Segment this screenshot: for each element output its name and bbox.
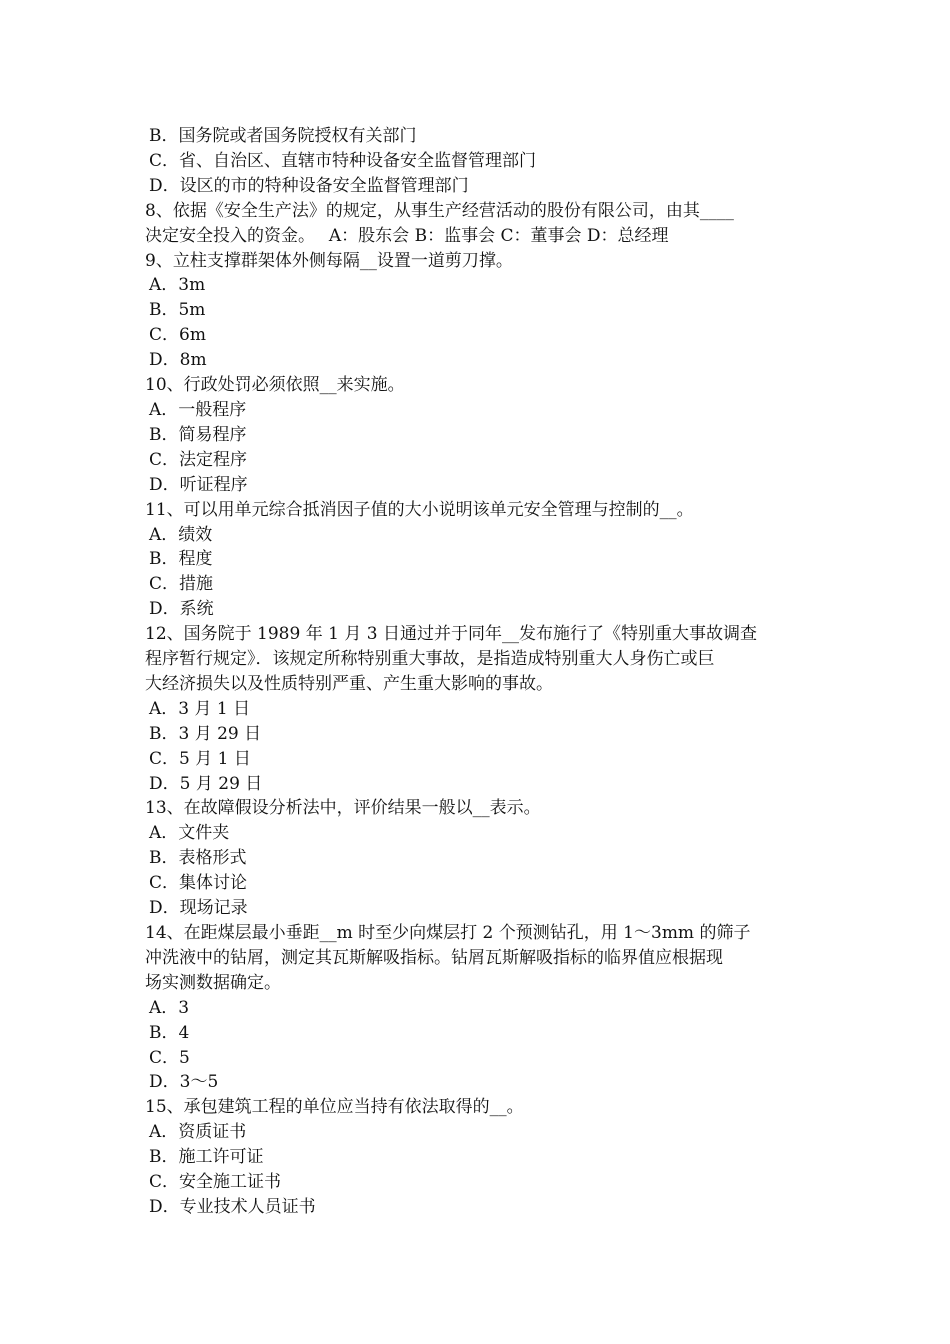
answer-option: B．国务院或者国务院授权有关部门 — [149, 126, 417, 146]
answer-option: D．专业技术人员证书 — [149, 1196, 316, 1217]
answer-option: B．3 月 29 日 — [149, 723, 262, 744]
answer-option: B．5m — [149, 300, 206, 321]
answer-option: A．3m — [149, 275, 206, 296]
question-text: 10、行政处罚必须依照__来实施。 — [145, 375, 405, 396]
answer-option: C．5 月 1 日 — [149, 748, 251, 769]
question-text: 12、国务院于 1989 年 1 月 3 日通过并于同年__发布施行了《特别重大事故调查 — [145, 624, 757, 645]
answer-option: B．施工许可证 — [149, 1147, 264, 1168]
question-text: 9、立柱支撑群架体外侧每隔__设置一道剪刀撑。 — [145, 250, 513, 271]
answer-option: D．8m — [149, 350, 207, 371]
answer-option: D．5 月 29 日 — [149, 773, 263, 794]
answer-option: A．3 — [149, 997, 190, 1018]
answer-option: B．简易程序 — [149, 424, 247, 445]
answer-option: B．程度 — [149, 549, 213, 570]
answer-option: C．6m — [149, 325, 206, 346]
question-text: 14、在距煤层最小垂距__m 时至少向煤层打 2 个预测钻孔，用 1～3mm 的筛子 — [145, 923, 751, 943]
answer-option: A．一般程序 — [149, 399, 247, 420]
question-text: 11、可以用单元综合抵消因子值的大小说明该单元安全管理与控制的__。 — [145, 499, 694, 520]
question-text: 冲洗液中的钻屑，测定其瓦斯解吸指标。钻屑瓦斯解吸指标的临界值应根据现 — [145, 947, 723, 968]
answer-option: D．系统 — [149, 599, 214, 620]
answer-option: C．省、自治区、直辖市特种设备安全监督管理部门 — [149, 150, 537, 171]
answer-option: D．现场记录 — [149, 898, 248, 919]
answer-option: C．5 — [149, 1047, 190, 1068]
answer-option: C．集体讨论 — [149, 873, 248, 894]
answer-option: B．4 — [149, 1022, 190, 1043]
question-text: 大经济损失以及性质特别严重、产生重大影响的事故。 — [145, 673, 553, 694]
answer-option: A．资质证书 — [149, 1122, 247, 1143]
answer-option: C．安全施工证书 — [149, 1172, 282, 1193]
answer-option: D．听证程序 — [149, 474, 248, 495]
answer-option: A．文件夹 — [149, 823, 230, 844]
answer-option: C．法定程序 — [149, 449, 248, 470]
answer-option: A．3 月 1 日 — [149, 698, 251, 719]
question-text: 15、承包建筑工程的单位应当持有依法取得的__。 — [145, 1097, 524, 1118]
document-page — [145, 124, 810, 1220]
question-text: 13、在故障假设分析法中，评价结果一般以__表示。 — [145, 798, 541, 819]
answer-option: D．3～5 — [149, 1072, 219, 1093]
question-text: 场实测数据确定。 — [145, 972, 281, 993]
answer-option: C．措施 — [149, 574, 214, 595]
answer-option: D．设区的市的特种设备安全监督管理部门 — [149, 175, 469, 196]
answer-option: B．表格形式 — [149, 848, 247, 869]
answer-option: A．绩效 — [149, 524, 213, 545]
question-text: 程序暂行规定》．该规定所称特别重大事故，是指造成特别重大人身伤亡或巨 — [145, 649, 715, 670]
question-text: 8、依据《安全生产法》的规定，从事生产经营活动的股份有限公司，由其____ — [145, 200, 734, 221]
question-text: 决定安全投入的资金。 A：股东会 B：监事会 C：董事会 D：总经理 — [145, 225, 669, 246]
